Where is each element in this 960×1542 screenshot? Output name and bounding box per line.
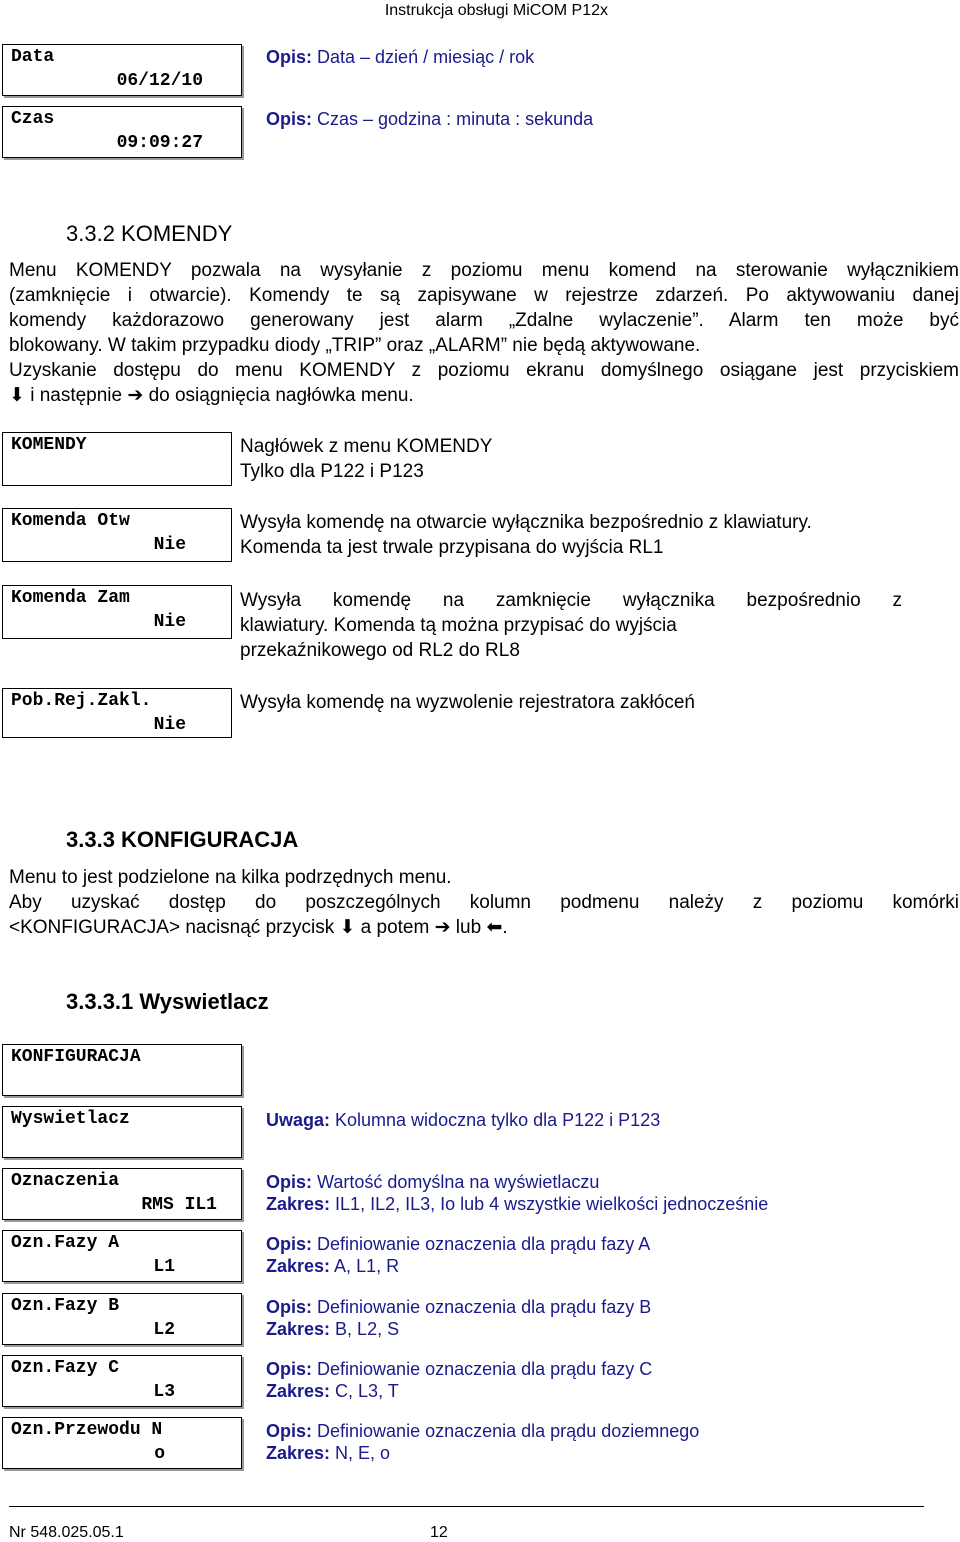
desc-komenda-zam: Wysyła komendę na zamknięcie wyłącznika bezpośrednio z klawiatury. Komenda tą można przypisać do wyjścia przekaźnikowego od RL2 do RL8 <box>240 590 902 661</box>
cell-value: 06/12/10 <box>116 71 203 91</box>
konfiguracja-paragraph: Menu to jest podzielone na kilka podrzędnych menu. Aby uzyskać dostęp do poszczególnych kolumn podmenu należy z poziomu komórki <KONFIGURACJA> nacisnąć przycisk ⬇ a potem ➔ lub ⬅. <box>9 867 959 938</box>
section-heading-konfiguracja: 3.3.3 KONFIGURACJA <box>66 827 299 852</box>
page-header-title: Instrukcja obsługi MiCOM P12x <box>384 2 608 19</box>
menu-cell-czas <box>2 106 242 158</box>
komendy-paragraph: Menu KOMENDY pozwala na wysyłanie z poziomu menu komend na sterowanie wyłącznikiem (zamknięcie i otwarcie). Komendy te są zapisywane w rejestrze zdarzeń. Po aktywowaniu danej komendy każdorazowo generowany jest alarm „Zdalne wylaczenie”. Alarm ten może być blokowany. W takim przypadku diody „TRIP” oraz „ALARM” nie będą aktywowane. Uzyskanie dostępu do menu KOMENDY z poziomu ekranu domyślnego osiągane jest przyciskiem ⬇ i następnie ➔ do osiągnięcia nagłówka menu. <box>9 260 959 406</box>
menu-cell-oznaczenia: Oznaczenia RMS IL1 <box>2 1168 242 1220</box>
menu-cell-komendy: KOMENDY <box>2 432 232 486</box>
desc-ozn-fazy-a: Opis: Definiowanie oznaczenia dla prądu fazy A Zakres: A, L1, R <box>266 1234 651 1276</box>
desc-uwaga: Uwaga: Kolumna widoczna tylko dla P122 i P123 <box>266 1110 661 1130</box>
menu-cell-ozn-przewodu-n: Ozn.Przewodu N o <box>2 1417 242 1469</box>
desc-czas: Opis: Czas – godzina : minuta : sekunda <box>266 109 594 129</box>
menu-cell-pob-rej-zakl: Pob.Rej.Zakl. Nie <box>2 688 232 738</box>
cell-label: Data <box>11 47 55 67</box>
desc-data: Opis: Data – dzień / miesiąc / rok <box>266 47 535 67</box>
cell-value: 09:09:27 <box>116 133 203 153</box>
desc-ozn-przewodu-n: Opis: Definiowanie oznaczenia dla prądu doziemnego Zakres: N, E, o <box>266 1421 700 1463</box>
menu-cell-wyswietlacz: Wyswietlacz <box>2 1106 242 1158</box>
menu-cell-ozn-fazy-b: Ozn.Fazy B L2 <box>2 1293 242 1345</box>
footer-doc-number: Nr 548.025.05.1 <box>9 1524 124 1541</box>
footer-page-number: 12 <box>430 1524 448 1541</box>
menu-cell-konfiguracja: KONFIGURACJA <box>2 1044 242 1096</box>
footer-divider <box>9 1506 924 1507</box>
desc-ozn-fazy-c: Opis: Definiowanie oznaczenia dla prądu fazy C Zakres: C, L3, T <box>266 1359 653 1401</box>
desc-pob-rej-zakl: Wysyła komendę na wyzwolenie rejestratora zakłóceń <box>240 692 695 713</box>
menu-cell-ozn-fazy-a: Ozn.Fazy A L1 <box>2 1230 242 1282</box>
section-heading-komendy: 3.3.2 KOMENDY <box>66 221 233 246</box>
menu-cell-data <box>2 44 242 96</box>
desc-komendy: Nagłówek z menu KOMENDY Tylko dla P122 i P123 <box>240 436 493 482</box>
menu-cell-ozn-fazy-c: Ozn.Fazy C L3 <box>2 1355 242 1407</box>
desc-ozn-fazy-b: Opis: Definiowanie oznaczenia dla prądu fazy B Zakres: B, L2, S <box>266 1297 652 1339</box>
desc-komenda-otw: Wysyła komendę na otwarcie wyłącznika bezpośrednio z klawiatury. Komenda ta jest trwale przypisana do wyjścia RL1 <box>240 512 812 558</box>
desc-oznaczenia: Opis: Wartość domyślna na wyświetlaczu Zakres: IL1, IL2, IL3, Io lub 4 wszystkie wielkości jednocześnie <box>266 1172 769 1214</box>
section-heading-wyswietlacz: 3.3.3.1 Wyswietlacz <box>66 989 269 1014</box>
menu-cell-komenda-zam: Komenda Zam Nie <box>2 585 232 639</box>
cell-label: Czas <box>11 109 55 129</box>
menu-cell-komenda-otw: Komenda Otw Nie <box>2 508 232 562</box>
